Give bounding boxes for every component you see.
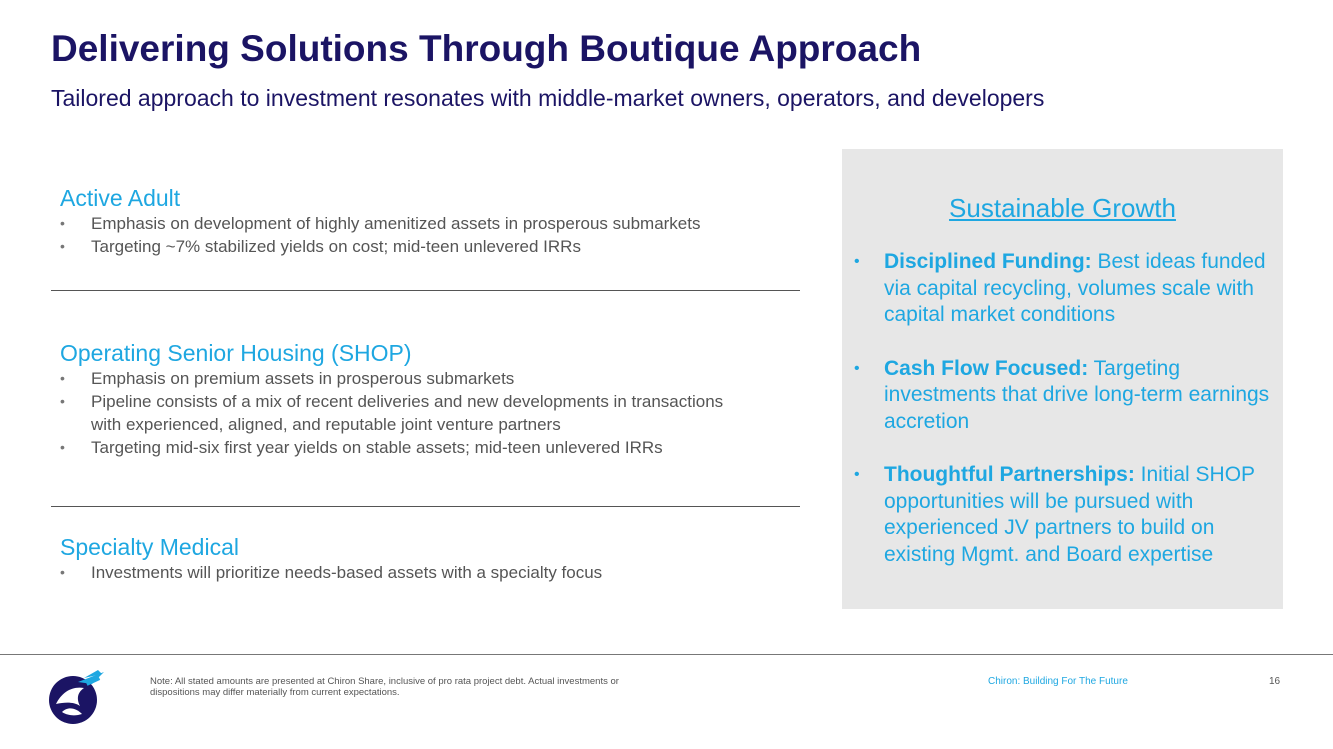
panel-title: Sustainable Growth — [949, 193, 1176, 223]
list-item — [854, 462, 1273, 568]
bullet-list — [60, 561, 800, 584]
item-text: Targeting investments that drive long-term earnings accretion — [884, 356, 1270, 433]
bullet-icon: • — [854, 253, 860, 270]
section-active-adult — [60, 184, 800, 258]
list-item — [60, 367, 800, 390]
company-logo-icon — [48, 668, 108, 726]
item-text: Best ideas funded via capital recycling, volumes scale with capital market conditions — [884, 250, 1266, 326]
list-item — [60, 212, 800, 235]
bullet-icon: • — [854, 359, 860, 377]
list-item — [60, 436, 800, 459]
section-heading: Specialty Medical — [60, 534, 239, 560]
footer-divider — [0, 654, 1333, 655]
slide-title: Delivering Solutions Through Boutique Approach — [51, 28, 922, 69]
bullet-text: Targeting ~7% stabilized yields on cost; mid-teen unlevered IRRs — [91, 237, 581, 256]
bullet-text: Emphasis on premium assets in prosperous submarkets — [91, 369, 515, 388]
slide-subtitle: Tailored approach to investment resonates with middle-market owners, operators, and developers — [51, 85, 1045, 111]
list-item — [60, 390, 751, 436]
bullet-icon: • — [60, 215, 65, 231]
bullet-list — [60, 212, 800, 258]
bullet-icon: • — [60, 439, 65, 455]
panel-list — [854, 249, 1273, 595]
item-label: Cash Flow Focused: — [884, 356, 1089, 380]
section-specialty-medical — [60, 533, 800, 584]
bullet-text: Investments will prioritize needs-based assets with a specialty focus — [91, 563, 603, 582]
sustainable-growth-panel — [842, 149, 1283, 609]
bullet-icon: • — [60, 393, 65, 409]
item-label: Disciplined Funding: — [884, 250, 1092, 273]
section-shop — [60, 339, 800, 459]
list-item — [60, 235, 800, 258]
footnote: Note: All stated amounts are presented at Chiron Share, inclusive of pro rata project debt. Actual investments or dispositions may differ materially from current expectations. — [150, 676, 619, 698]
item-label: Thoughtful Partnerships: — [884, 463, 1135, 486]
section-heading: Operating Senior Housing (SHOP) — [60, 340, 412, 366]
bullet-text: Targeting mid-six first year yields on stable assets; mid-teen unlevered IRRs — [91, 438, 663, 457]
bullet-text: Pipeline consists of a mix of recent deliveries and new developments in transactions with experienced, aligned, and reputable joint venture partners — [91, 392, 724, 434]
bullet-icon: • — [60, 370, 65, 386]
item-text: Initial SHOP opportunities will be pursued with experienced JV partners to build on existing Mgmt. and Board expertise — [884, 463, 1255, 566]
bullet-icon: • — [60, 238, 65, 254]
section-divider — [51, 290, 800, 291]
bullet-icon: • — [60, 564, 65, 580]
section-heading: Active Adult — [60, 185, 181, 211]
bullet-text: Emphasis on development of highly amenitized assets in prosperous submarkets — [91, 214, 701, 233]
bullet-list — [60, 367, 800, 459]
list-item — [854, 249, 1273, 329]
footer-tagline: Chiron: Building For The Future — [988, 676, 1128, 687]
list-item — [60, 561, 800, 584]
section-divider — [51, 506, 800, 507]
page-number: 16 — [1269, 676, 1281, 687]
list-item — [854, 356, 1273, 436]
bullet-icon: • — [854, 466, 860, 483]
